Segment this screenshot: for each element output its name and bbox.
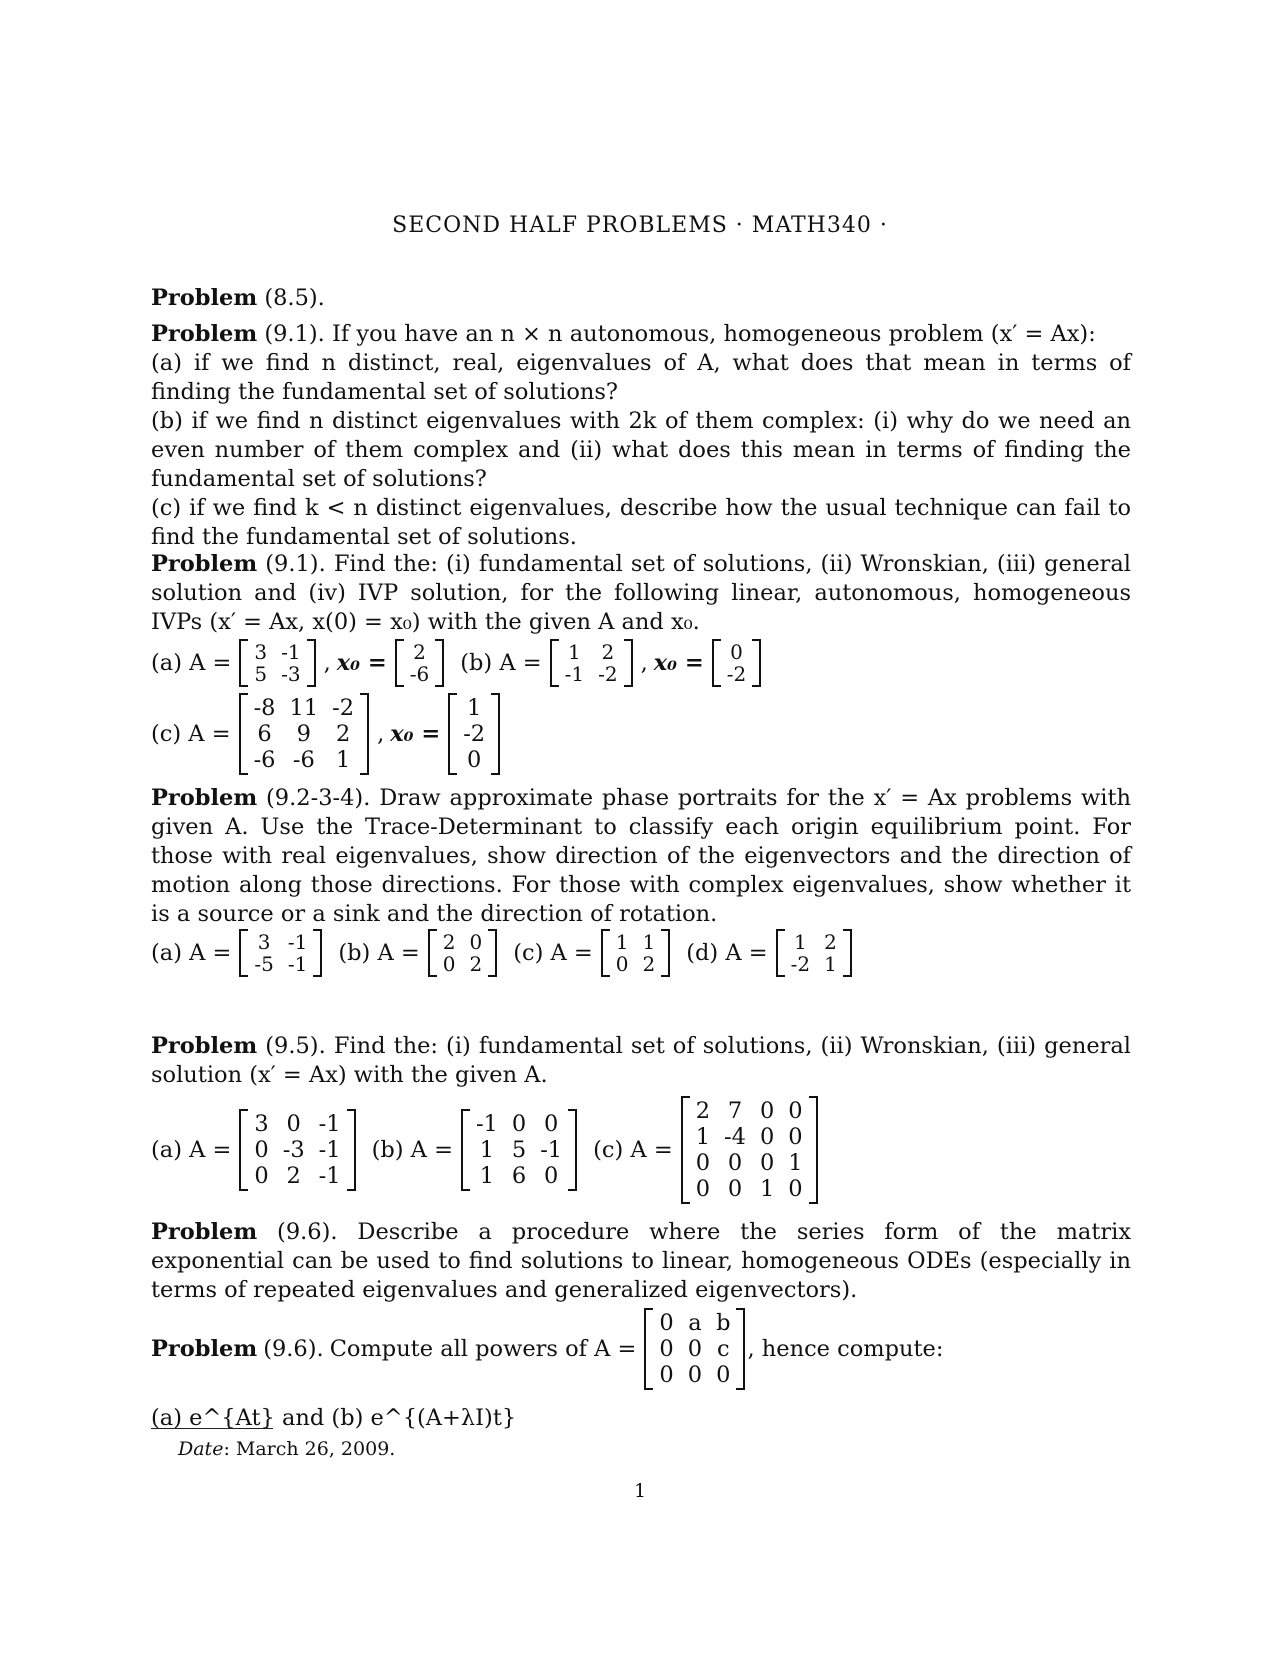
problem-9-1-ivp [151, 550, 1131, 775]
matrix-entry: -5 [254, 952, 274, 976]
matrix-label: (c) A = [151, 720, 231, 747]
matrix-label: (a) A = [151, 1136, 232, 1163]
matrix-entry: 0 [716, 1362, 731, 1388]
matrix-entry: 0 [788, 1176, 803, 1202]
matrix-entry: 0 [727, 1150, 743, 1176]
matrix-entry: 0 [659, 1310, 674, 1336]
problem-number: (9.1). [265, 551, 326, 577]
matrix-entry: c [716, 1336, 730, 1362]
matrix-entry: 0 [687, 1362, 703, 1388]
problem-8-5 [151, 284, 1131, 313]
matrix-entry: 3 [254, 640, 268, 664]
matrix-entry: -1 [564, 662, 585, 686]
problem-9-6-powers [151, 1308, 1131, 1433]
matrix-entry: 2 [442, 930, 456, 954]
matrix-entry: 1 [466, 695, 482, 721]
matrix-label: (a) A = [151, 939, 232, 966]
matrix-label: (a) A = [151, 649, 232, 676]
matrix-entry: 6 [511, 1163, 527, 1189]
problem-label: Problem [151, 285, 258, 311]
matrix-entry: 11 [289, 695, 319, 721]
matrix-c [681, 1096, 818, 1204]
matrix-entry: 3 [254, 1111, 269, 1137]
general-solution-matrices-row [151, 1096, 1131, 1204]
matrix-entry: 0 [659, 1336, 674, 1362]
matrix-c [601, 929, 670, 977]
matrix-entry: 2 [695, 1098, 711, 1124]
problem-label: Problem [151, 551, 258, 577]
matrix-entry: 0 [695, 1176, 711, 1202]
matrix-label: (b) A = [338, 939, 420, 966]
problem-text: Draw approximate phase portraits for the x′ = Ax problems with given A. Use the Trace-Determinant to classify each origin equilibrium point. For those with real eigenvalues, show direction of the eigenvectors and the direction of motion along those directions. For those with complex eigenvalues, show whether it is a source or a sink and the direction of rotation. [151, 785, 1131, 927]
footnote-rule [151, 1428, 273, 1429]
part-b: (b) if we find n distinct eigenvalues with 2k of them complex: (i) why do we need an even number of them complex and (ii) what does this mean in terms of finding the fundamental set of solutions? [151, 408, 1131, 492]
matrix-entry: 2 [286, 1163, 301, 1189]
matrix-entry: 5 [511, 1137, 527, 1163]
vector-x0-c [448, 693, 500, 775]
problem-text: Describe a procedure where the series form of the matrix exponential can be used to find solutions to linear, homogeneous ODEs (especially in terms of repeated eigenvalues and generalized eigenvectors). [151, 1219, 1132, 1303]
matrix-entry: 2 [642, 952, 656, 976]
matrix-entry: 1 [567, 640, 581, 664]
matrix-label: (d) A = [686, 939, 768, 966]
problem-label: Problem [151, 1033, 258, 1059]
problem-text: Compute all powers of A = [329, 1335, 637, 1362]
problem-label: Problem [151, 1219, 258, 1245]
vector-label: x₀ = [336, 649, 387, 676]
matrix-entry: -2 [332, 695, 355, 721]
problem-number: (8.5). [264, 285, 325, 311]
matrix-entry: 0 [442, 952, 456, 976]
problem-text: Find the: (i) fundamental set of solutions, (ii) Wronskian, (iii) general solution (x′ = Ax) with the given A. [151, 1033, 1132, 1088]
matrix-entry: 0 [469, 930, 483, 954]
matrix-entry: b [716, 1310, 731, 1336]
date-label: Date [178, 1438, 224, 1460]
matrix-entry: 1 [695, 1124, 711, 1150]
ivp-row-c: (c) A = -8 11 -2 6 9 2 -6 -6 1 , x₀ = 1 -2 0 [151, 693, 1131, 775]
matrix-entry: 1 [642, 930, 656, 954]
problem-text: Find the: (i) fundamental set of solutions, (ii) Wronskian, (iii) general solution and (iv) IVP solution, for the following linear, autonomous, homogeneous IVPs (x′ = Ax, x(0) = x₀) with the given A and x₀. [151, 551, 1132, 635]
matrix-entry: -2 [598, 662, 618, 686]
matrix-entry: 0 [511, 1111, 527, 1137]
matrix-entry: 0 [687, 1336, 703, 1362]
problem-number: (9.1). [264, 321, 325, 347]
vector-x0-a [395, 639, 444, 687]
matrix-entry: 2 [335, 721, 351, 747]
matrix-entry: -2 [463, 721, 486, 747]
matrix-entry: 0 [543, 1163, 559, 1189]
problem-number: (9.5). [265, 1033, 326, 1059]
matrix-entry: 0 [759, 1098, 775, 1124]
matrix-entry: a [688, 1310, 702, 1336]
matrix-a [239, 1109, 355, 1191]
matrix-b [461, 1109, 577, 1191]
matrix-entry: 0 [254, 1163, 269, 1189]
matrix-entry: -2 [790, 952, 811, 976]
matrix-entry: 1 [794, 930, 807, 954]
matrix-entry: 0 [466, 747, 482, 773]
matrix-A [644, 1308, 745, 1390]
powers-row [151, 1308, 1131, 1390]
part-a: (a) if we find n distinct, real, eigenvalues of A, what does that mean in terms of finding the fundamental set of solutions? [151, 350, 1131, 405]
problem-tail: , hence compute: [747, 1335, 944, 1362]
matrix-entry: 9 [296, 721, 311, 747]
powers-parts: (a) e^{At} and (b) e^{(A+λI)t} [151, 1405, 517, 1431]
matrix-entry: 2 [469, 952, 483, 976]
ivp-row-ab: (a) A = 3 -1 5 -3 , x₀ = 2 -6 (b) A = 1 2 -1 -2 , x₀ = 0 -2 [151, 639, 1131, 687]
matrix-entry: -1 [318, 1111, 341, 1137]
matrix-entry: -1 [475, 1111, 498, 1137]
matrix-d [776, 929, 852, 977]
matrix-entry: -6 [253, 747, 276, 773]
matrix-b [428, 929, 497, 977]
problem-label: Problem [151, 321, 258, 347]
matrix-entry: -1 [281, 640, 301, 664]
matrix-entry: 0 [543, 1111, 559, 1137]
matrix-entry: 5 [254, 662, 268, 686]
matrix-entry: 3 [257, 930, 271, 954]
problem-intro: If you have an n × n autonomous, homogeneous problem (x′ = Ax): [332, 321, 1096, 347]
matrix-entry: 0 [659, 1362, 674, 1388]
matrix-entry: 1 [788, 1150, 803, 1176]
matrix-entry: -6 [409, 662, 430, 686]
matrix-entry: -1 [318, 1163, 341, 1189]
matrix-entry: 2 [413, 640, 426, 664]
matrix-entry: -1 [287, 930, 308, 954]
matrix-entry: 0 [759, 1124, 775, 1150]
matrix-entry: 0 [286, 1111, 301, 1137]
matrix-entry: 0 [254, 1137, 269, 1163]
matrix-a [239, 929, 322, 977]
matrix-entry: 1 [824, 952, 837, 976]
matrix-c [239, 693, 369, 775]
date-value: : March 26, 2009. [223, 1438, 396, 1460]
matrix-entry: 1 [479, 1137, 495, 1163]
matrix-entry: 0 [730, 640, 743, 664]
matrix-entry: -1 [287, 952, 308, 976]
problem-number: (9.2-3-4). [266, 785, 371, 811]
problem-number: (9.6). [277, 1219, 338, 1245]
matrix-entry: 0 [695, 1150, 711, 1176]
problem-number: (9.6). [263, 1335, 324, 1362]
matrix-label: (c) A = [513, 939, 593, 966]
matrix-a [239, 639, 315, 687]
matrix-entry: 0 [615, 952, 629, 976]
matrix-label: (b) A = [460, 649, 542, 676]
page-number: 1 [633, 1480, 647, 1502]
matrix-entry: -4 [724, 1124, 746, 1150]
matrix-label: (c) A = [593, 1136, 673, 1163]
matrix-entry: -3 [281, 662, 301, 686]
matrix-entry: -8 [253, 695, 276, 721]
matrix-entry: 7 [727, 1098, 743, 1124]
matrix-entry: 0 [759, 1150, 775, 1176]
matrix-label: (b) A = [371, 1136, 453, 1163]
problem-9-1-concepts [151, 320, 1131, 552]
vector-x0-b [712, 639, 761, 687]
problem-9-2-3-4 [151, 784, 1131, 977]
vector-label: x₀ = [653, 649, 704, 676]
problem-9-6-procedure [151, 1218, 1131, 1305]
problem-label: Problem [151, 1335, 258, 1362]
page-title: SECOND HALF PROBLEMS · MATH340 · [392, 213, 888, 238]
problem-label: Problem [151, 785, 258, 811]
matrix-entry: -6 [292, 747, 315, 773]
matrix-entry: -2 [726, 662, 747, 686]
matrix-entry: 1 [335, 747, 351, 773]
problem-9-5 [151, 1032, 1131, 1204]
matrix-entry: -3 [282, 1137, 305, 1163]
matrix-entry: 1 [759, 1176, 775, 1202]
vector-label: x₀ = [390, 720, 441, 747]
matrix-entry: 0 [788, 1098, 803, 1124]
date-footnote [178, 1438, 395, 1460]
part-c: (c) if we find k < n distinct eigenvalues, describe how the usual technique can fail to find the fundamental set of solutions. [151, 495, 1131, 550]
phase-matrices-row [151, 929, 1131, 977]
matrix-entry: 6 [257, 721, 272, 747]
matrix-b [550, 639, 633, 687]
matrix-entry: 0 [727, 1176, 743, 1202]
matrix-entry: 2 [824, 930, 837, 954]
matrix-entry: -1 [540, 1137, 563, 1163]
matrix-entry: -1 [318, 1137, 341, 1163]
matrix-entry: 1 [479, 1163, 495, 1189]
matrix-entry: 1 [615, 930, 629, 954]
matrix-entry: 0 [788, 1124, 803, 1150]
matrix-entry: 2 [601, 640, 615, 664]
